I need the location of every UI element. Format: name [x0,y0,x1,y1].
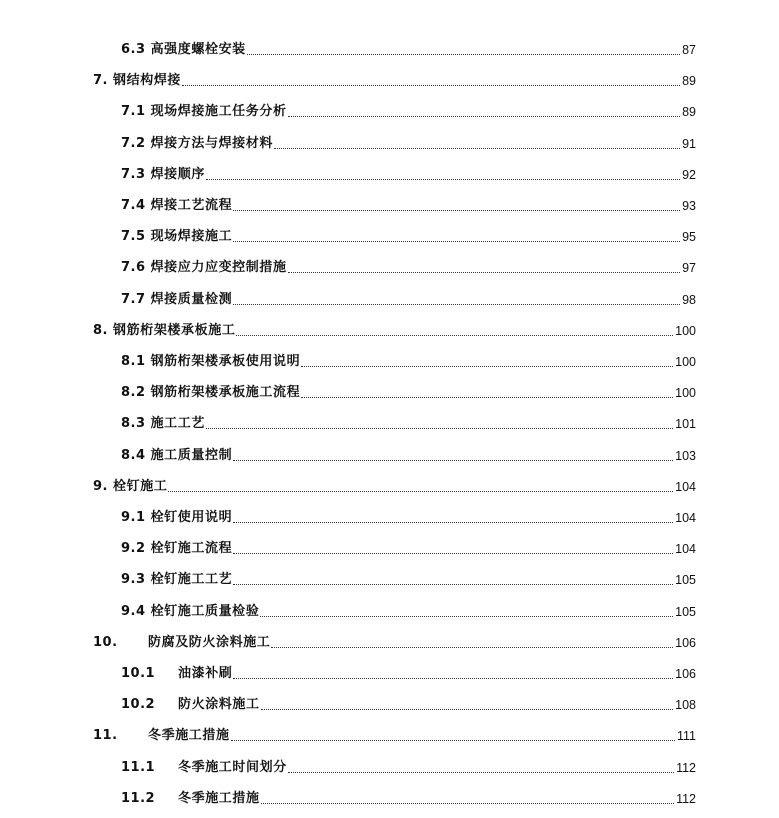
dot-leader [233,241,680,242]
toc-entry-title: 冬季施工措施 [148,728,230,744]
dot-leader [260,616,673,617]
toc-entry[interactable] [93,69,696,89]
dot-leader [236,335,673,336]
toc-entry-title: 现场焊接施工 [150,229,233,245]
toc-entry-title: 栓钉施工质量检验 [150,603,260,619]
toc-entry[interactable] [121,568,696,588]
toc-entry-page-number: 112 [676,791,696,806]
dot-leader [182,85,680,86]
dot-leader [231,740,675,741]
toc-entry[interactable] [121,288,696,308]
toc-entry[interactable] [121,787,696,807]
dot-leader [261,803,674,804]
toc-entry[interactable] [121,444,696,464]
toc-entry-page-number: 106 [675,667,696,681]
toc-entry-title: 冬季施工措施 [178,790,260,806]
toc-entry[interactable] [121,412,696,432]
toc-entry-number: 8.4 [121,447,151,463]
toc-entry-number: 10. [93,634,118,650]
toc-entry-number: 7.1 [121,104,151,120]
toc-entry-title: 防火涂料施工 [178,697,260,713]
toc-entry-number: 8.1 [121,354,151,369]
toc-entry-page-number: 95 [682,230,696,245]
dot-leader [233,553,673,554]
toc-entry[interactable] [121,38,696,58]
toc-entry-number: 9. [93,478,114,494]
dot-leader [233,678,673,679]
toc-entry-page-number: 106 [675,635,696,650]
toc-entry-title: 现场焊接施工任务分析 [150,104,287,120]
dot-leader [271,647,673,648]
toc-entry[interactable] [93,319,696,339]
toc-entry-title: 焊接应力应变控制措施 [150,260,287,276]
toc-entry-page-number: 100 [675,355,696,369]
toc-entry-number: 6.3 [121,42,151,57]
toc-entry-page-number: 101 [675,417,696,432]
toc-entry-page-number: 92 [682,167,696,182]
toc-entry[interactable] [121,506,696,526]
toc-entry[interactable] [121,132,696,152]
toc-entry[interactable] [121,350,696,370]
toc-entry-page-number: 91 [682,136,696,151]
toc-entry[interactable] [121,600,696,620]
toc-entry-number: 7. [93,73,114,89]
toc-entry-number: 9.4 [121,603,151,619]
toc-entry[interactable] [121,100,696,120]
toc-entry-title: 防腐及防火涂料施工 [148,634,271,650]
toc-entry-title: 焊接顺序 [150,166,205,182]
toc-entry-page-number: 89 [682,74,696,89]
toc-entry-title: 油漆补刷 [178,666,233,681]
toc-entry-number: 7.6 [121,260,151,276]
toc-entry-title: 钢筋桁架楼承板施工 [113,322,236,338]
toc-entry-number: 7.5 [121,229,151,245]
toc-entry-title: 焊接工艺流程 [150,198,233,213]
toc-entry-page-number: 100 [675,323,696,338]
toc-entry[interactable] [121,225,696,245]
dot-leader [206,179,680,180]
dot-leader [261,709,674,710]
toc-entry-title: 栓钉施工流程 [150,541,233,557]
toc-entry-page-number: 93 [682,199,696,213]
toc-entry-page-number: 89 [682,105,696,120]
toc-entry-title: 钢筋桁架楼承板施工流程 [150,385,301,401]
toc-entry-number: 9.3 [121,572,151,588]
toc-entry-page-number: 100 [675,386,696,401]
toc-entry-number: 7.4 [121,198,151,213]
toc-entry-page-number: 105 [675,604,696,619]
toc-entry-page-number: 87 [682,43,696,57]
toc-entry-title: 冬季施工时间划分 [178,759,287,775]
toc-entry[interactable] [121,662,696,682]
toc-entry[interactable] [121,163,696,183]
toc-entry-number: 11.1 [121,759,156,775]
toc-entry[interactable] [121,381,696,401]
dot-leader [233,304,680,305]
toc-entry-title: 栓钉施工工艺 [150,572,233,588]
dot-leader [233,584,673,585]
toc-entry-title: 施工质量控制 [150,447,233,463]
toc-entry[interactable] [121,756,696,776]
toc-entry-page-number: 111 [676,729,696,744]
toc-entry-title: 钢筋桁架楼承板使用说明 [150,354,301,369]
toc-entry-number: 11. [93,728,118,744]
toc-entry-number: 11.2 [121,790,156,806]
dot-leader [233,210,680,211]
toc-entry-page-number: 112 [676,760,696,775]
toc-entry-number: 8. [93,322,114,338]
toc-entry-number: 10.2 [121,697,156,713]
dot-leader [288,772,674,773]
toc-entry-number: 8.3 [121,416,151,432]
toc-entry-number: 7.7 [121,291,151,307]
toc-entry-title: 高强度螺栓安装 [150,42,246,57]
toc-entry-title: 栓钉使用说明 [150,510,233,525]
toc-entry-number: 7.2 [121,135,151,151]
dot-leader [288,272,681,273]
toc-entry-page-number: 104 [675,479,696,494]
toc-entry-page-number: 108 [675,698,696,713]
toc-entry-number: 9.1 [121,510,151,525]
dot-leader [233,522,673,523]
toc-entry-title: 焊接质量检测 [150,291,233,307]
dot-leader [206,428,673,429]
dot-leader [301,397,673,398]
toc-entry-title: 施工工艺 [150,416,205,432]
toc-entry-page-number: 105 [675,573,696,588]
toc-entry[interactable] [121,256,696,276]
toc-entry[interactable] [121,693,696,713]
toc-entry[interactable] [93,475,696,495]
toc-entry-page-number: 104 [675,542,696,557]
toc-entry[interactable] [121,537,696,557]
toc-entry-title: 焊接方法与焊接材料 [150,135,273,151]
dot-leader [247,54,680,55]
toc-entry[interactable] [93,631,696,651]
toc-entry-number: 7.3 [121,166,151,182]
toc-entry-page-number: 98 [682,292,696,307]
toc-entry-page-number: 104 [675,511,696,525]
toc-entry[interactable] [93,724,696,744]
toc-entry-number: 8.2 [121,385,151,401]
toc-entry-page-number: 97 [682,261,696,276]
toc-entry-number: 10.1 [121,666,156,681]
dot-leader [301,366,673,367]
toc-entry-number: 9.2 [121,541,151,557]
toc-entry-title: 钢结构焊接 [113,73,182,89]
dot-leader [274,148,680,149]
dot-leader [233,460,673,461]
toc-entry-title: 栓钉施工 [113,478,168,494]
toc-entry-page-number: 103 [675,448,696,463]
dot-leader [288,116,681,117]
dot-leader [168,491,673,492]
toc-entry[interactable] [121,194,696,214]
